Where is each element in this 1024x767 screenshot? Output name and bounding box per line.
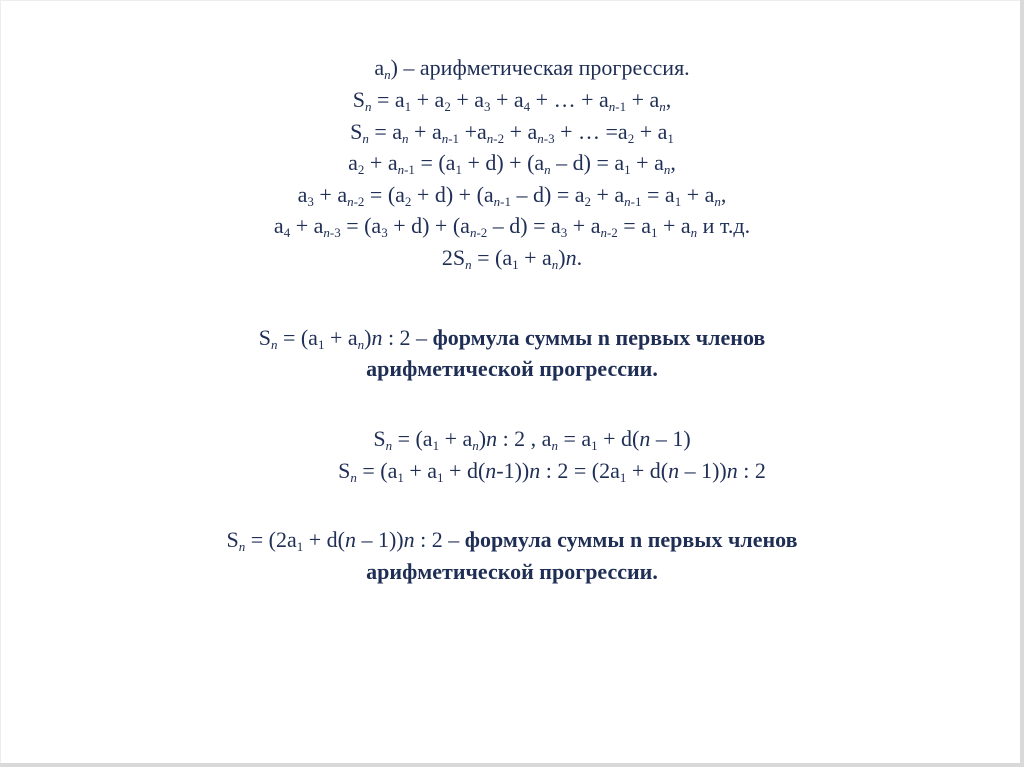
line-sum-forward: $S_n = a_1 + a_2 + a_3 + a_4$ + … + $a_{n-1} + a_n$, — [352, 87, 672, 114]
line-pair-3: $a_4 + a_{n-3} = (a_3 + d) + (a_{n-2} - d) = a_3 + a_{n-2} = a_1 + a_n$ и т.д. — [273, 213, 751, 240]
formula-1-caption: формула суммы n первых членов — [432, 325, 766, 350]
line-pair-2: $a_3 + a_{n-2} = (a_2 + d) + (a_{n-1} - d) = a_2 + a_{n-1} = a_1 + a_n$, — [297, 182, 727, 209]
line-formula-2-caption-cont: арифметической прогрессии. — [366, 559, 658, 584]
line-double-sum: $2S_n = (a_1 + a_n)n$. — [441, 245, 583, 272]
line-formula-2: $S_n = (2a_1 + d(n - 1))n$ : 2 – формула суммы n первых членов — [226, 527, 798, 554]
line-formula-1-caption-cont: арифметической прогрессии. — [366, 356, 658, 381]
formula-2-caption: формула суммы n первых членов — [464, 527, 798, 552]
line-definition: $a_n$) – арифметическая прогрессия. — [374, 55, 690, 82]
line-pair-1: $a_2 + a_{n-1} = (a_1 + d) + (a_n - d) = a_1 + a_n$, — [348, 150, 676, 177]
line-derivation: $S_n = (a_1 + a_1 + d(n-1))n$ : $2 = (2a_1 + d(n - 1))n$ : 2 — [338, 458, 766, 485]
line-formula-1: $S_n = (a_1 + a_n)n$ : 2 – формула суммы n первых членов — [258, 325, 766, 352]
line-substitution: $S_n = (a_1 + a_n)n$ : 2 , $a_n = a_1 + d(n - 1)$ — [373, 426, 691, 453]
line-sum-backward: $S_n = a_n + a_{n-1} +a_{n-2} + a_{n-3}$ + … $=a_2 + a_1$ — [350, 119, 674, 146]
